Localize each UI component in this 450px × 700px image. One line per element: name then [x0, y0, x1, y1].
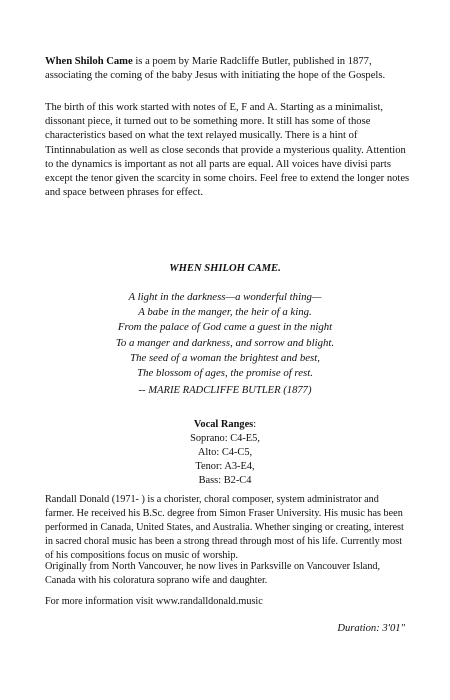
poem-line: A babe in the manger, the heir of a king.	[138, 306, 312, 319]
vocal-ranges	[0, 418, 450, 488]
range-bass: Bass: B2-C4	[198, 475, 252, 486]
poem-line: From the palace of God came a guest in the night	[117, 321, 333, 334]
range-soprano: Soprano: C4-E5,	[190, 433, 260, 444]
poem-line: The blossom of ages, the promise of rest.	[137, 367, 313, 380]
intro-paragraph	[45, 55, 410, 83]
vocal-ranges-colon: :	[253, 419, 257, 430]
composer-bio: Randall Donald (1971- ) is a chorister, choral composer, system administrator and farmer. He received his B.Sc. degree from Simon Fraser University. His music has been performed in Canada, United States, and Australia. Whether singing or creating, interest in sacred choral music has been a strong thread through most of his life. Currently most of his compositions focus on music of worship.	[45, 494, 404, 561]
duration: Duration: 3'01"	[337, 623, 405, 634]
intro-text: is a poem by Marie Radcliffe Butler, published in 1877, associating the coming of the baby Jesus with initiating the hope of the Gospels.	[45, 56, 386, 82]
poem-line: A light in the darkness—a wonderful thing—	[128, 291, 322, 303]
poem-line: To a manger and darkness, and sorrow and blight.	[115, 336, 335, 349]
poem-attribution: -- MARIE RADCLIFFE BUTLER (1877)	[138, 385, 312, 396]
poem-text	[0, 290, 450, 381]
range-alto: Alto: C4-C5,	[197, 447, 253, 458]
more-info: For more information visit www.randalldonald.music	[45, 596, 263, 607]
poem-title: WHEN SHILOH CAME.	[169, 263, 281, 274]
vocal-ranges-heading: Vocal Ranges	[193, 419, 254, 430]
composer-origin: Originally from North Vancouver, he now lives in Parksville on Vancouver Island, Canada with his coloratura soprano wife and daughter.	[45, 561, 381, 586]
work-title: When Shiloh Came	[45, 56, 133, 67]
description-paragraph: The birth of this work started with notes of E, F and A. Starting as a minimalist, dissonant piece, it turned out to be something more. It still has some of those characteristics based on what the text relayed musically. There is a hint of Tintinnabulation as well as close seconds that provide a mysterious quality. Attention to the dynamics is important as not all parts are equal. All voices have divisi parts except the tenor given the scarcity in some choirs. Feel free to extend the longer notes and space between phrases for effect.	[45, 102, 410, 199]
range-tenor: Tenor: A3-E4,	[195, 461, 255, 472]
poem-line: The seed of a woman the brightest and best,	[130, 351, 320, 364]
